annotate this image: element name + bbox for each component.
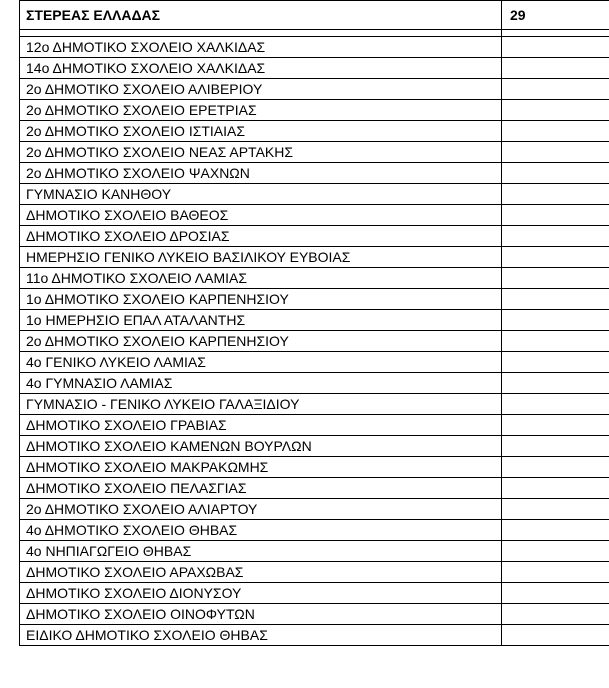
school-value-cell bbox=[502, 583, 609, 604]
school-value-cell bbox=[502, 226, 609, 247]
region-count-cell: 29 bbox=[502, 1, 609, 30]
school-value-cell bbox=[502, 58, 609, 79]
school-value-cell bbox=[502, 268, 609, 289]
school-value-cell bbox=[502, 415, 609, 436]
school-name-cell: 2ο ΔΗΜΟΤΙΚΟ ΣΧΟΛΕΙΟ ΝΕΑΣ ΑΡΤΑΚΗΣ bbox=[20, 142, 502, 163]
spacer-cell-name bbox=[20, 30, 502, 37]
school-name-cell: ΓΥΜΝΑΣΙΟ ΚΑΝΗΘΟΥ bbox=[20, 184, 502, 205]
school-value-cell bbox=[502, 499, 609, 520]
school-name-cell: ΔΗΜΟΤΙΚΟ ΣΧΟΛΕΙΟ ΑΡΑΧΩΒΑΣ bbox=[20, 562, 502, 583]
school-name-cell: 2ο ΔΗΜΟΤΙΚΟ ΣΧΟΛΕΙΟ ΙΣΤΙΑΙΑΣ bbox=[20, 121, 502, 142]
schools-table-body bbox=[20, 1, 609, 646]
school-value-cell bbox=[502, 394, 609, 415]
school-row bbox=[20, 478, 609, 499]
school-name-cell: ΓΥΜΝΑΣΙΟ - ΓΕΝΙΚΟ ΛΥΚΕΙΟ ΓΑΛΑΞΙΔΙΟΥ bbox=[20, 394, 502, 415]
school-value-cell bbox=[502, 37, 609, 58]
school-value-cell bbox=[502, 310, 609, 331]
school-row bbox=[20, 79, 609, 100]
spacer-cell-count bbox=[502, 30, 609, 37]
school-value-cell bbox=[502, 373, 609, 394]
school-value-cell bbox=[502, 457, 609, 478]
school-value-cell bbox=[502, 79, 609, 100]
school-value-cell bbox=[502, 100, 609, 121]
school-row bbox=[20, 163, 609, 184]
school-value-cell bbox=[502, 541, 609, 562]
school-name-cell: ΔΗΜΟΤΙΚΟ ΣΧΟΛΕΙΟ ΟΙΝΟΦΥΤΩΝ bbox=[20, 604, 502, 625]
school-row bbox=[20, 226, 609, 247]
school-row bbox=[20, 457, 609, 478]
school-row bbox=[20, 37, 609, 58]
school-row bbox=[20, 58, 609, 79]
school-name-cell: 1ο ΗΜΕΡΗΣΙΟ ΕΠΑΛ ΑΤΑΛΑΝΤΗΣ bbox=[20, 310, 502, 331]
spacer-row bbox=[20, 30, 609, 37]
school-name-cell: ΕΙΔΙΚΟ ΔΗΜΟΤΙΚΟ ΣΧΟΛΕΙΟ ΘΗΒΑΣ bbox=[20, 625, 502, 646]
school-value-cell bbox=[502, 247, 609, 268]
school-name-cell: ΗΜΕΡΗΣΙΟ ΓΕΝΙΚΟ ΛΥΚΕΙΟ ΒΑΣΙΛΙΚΟΥ ΕΥΒΟΙΑΣ bbox=[20, 247, 502, 268]
school-row bbox=[20, 121, 609, 142]
school-value-cell bbox=[502, 184, 609, 205]
school-value-cell bbox=[502, 205, 609, 226]
school-value-cell bbox=[502, 121, 609, 142]
school-name-cell: ΔΗΜΟΤΙΚΟ ΣΧΟΛΕΙΟ ΚΑΜΕΝΩΝ ΒΟΥΡΛΩΝ bbox=[20, 436, 502, 457]
school-row bbox=[20, 352, 609, 373]
school-name-cell: 11ο ΔΗΜΟΤΙΚΟ ΣΧΟΛΕΙΟ ΛΑΜΙΑΣ bbox=[20, 268, 502, 289]
school-name-cell: 12ο ΔΗΜΟΤΙΚΟ ΣΧΟΛΕΙΟ ΧΑΛΚΙΔΑΣ bbox=[20, 37, 502, 58]
school-value-cell bbox=[502, 331, 609, 352]
school-name-cell: 4ο ΔΗΜΟΤΙΚΟ ΣΧΟΛΕΙΟ ΘΗΒΑΣ bbox=[20, 520, 502, 541]
school-name-cell: ΔΗΜΟΤΙΚΟ ΣΧΟΛΕΙΟ ΔΡΟΣΙΑΣ bbox=[20, 226, 502, 247]
school-row bbox=[20, 247, 609, 268]
school-name-cell: 4ο ΓΥΜΝΑΣΙΟ ΛΑΜΙΑΣ bbox=[20, 373, 502, 394]
school-value-cell bbox=[502, 163, 609, 184]
school-row bbox=[20, 184, 609, 205]
school-row bbox=[20, 331, 609, 352]
region-header-row bbox=[20, 1, 609, 30]
school-name-cell: 4ο ΓΕΝΙΚΟ ΛΥΚΕΙΟ ΛΑΜΙΑΣ bbox=[20, 352, 502, 373]
schools-table-sheet bbox=[19, 0, 609, 646]
school-row bbox=[20, 583, 609, 604]
school-name-cell: 2ο ΔΗΜΟΤΙΚΟ ΣΧΟΛΕΙΟ ΚΑΡΠΕΝΗΣΙΟΥ bbox=[20, 331, 502, 352]
school-row bbox=[20, 415, 609, 436]
school-name-cell: ΔΗΜΟΤΙΚΟ ΣΧΟΛΕΙΟ ΠΕΛΑΣΓΙΑΣ bbox=[20, 478, 502, 499]
school-name-cell: 2ο ΔΗΜΟΤΙΚΟ ΣΧΟΛΕΙΟ ΨΑΧΝΩΝ bbox=[20, 163, 502, 184]
school-value-cell bbox=[502, 625, 609, 646]
school-value-cell bbox=[502, 142, 609, 163]
school-name-cell: 4ο ΝΗΠΙΑΓΩΓΕΙΟ ΘΗΒΑΣ bbox=[20, 541, 502, 562]
school-name-cell: ΔΗΜΟΤΙΚΟ ΣΧΟΛΕΙΟ ΒΑΘΕΟΣ bbox=[20, 205, 502, 226]
school-value-cell bbox=[502, 520, 609, 541]
school-row bbox=[20, 562, 609, 583]
school-row bbox=[20, 520, 609, 541]
school-value-cell bbox=[502, 289, 609, 310]
school-row bbox=[20, 499, 609, 520]
school-value-cell bbox=[502, 436, 609, 457]
school-name-cell: 2ο ΔΗΜΟΤΙΚΟ ΣΧΟΛΕΙΟ ΑΛΙΒΕΡΙΟΥ bbox=[20, 79, 502, 100]
school-value-cell bbox=[502, 352, 609, 373]
school-row bbox=[20, 394, 609, 415]
school-name-cell: 14ο ΔΗΜΟΤΙΚΟ ΣΧΟΛΕΙΟ ΧΑΛΚΙΔΑΣ bbox=[20, 58, 502, 79]
school-value-cell bbox=[502, 604, 609, 625]
school-name-cell: ΔΗΜΟΤΙΚΟ ΣΧΟΛΕΙΟ ΜΑΚΡΑΚΩΜΗΣ bbox=[20, 457, 502, 478]
school-row bbox=[20, 436, 609, 457]
school-row bbox=[20, 142, 609, 163]
school-value-cell bbox=[502, 478, 609, 499]
school-name-cell: 2ο ΔΗΜΟΤΙΚΟ ΣΧΟΛΕΙΟ ΑΛΙΑΡΤΟΥ bbox=[20, 499, 502, 520]
region-name-cell: ΣΤΕΡΕΑΣ ΕΛΛΑΔΑΣ bbox=[20, 1, 502, 30]
school-row bbox=[20, 268, 609, 289]
school-name-cell: ΔΗΜΟΤΙΚΟ ΣΧΟΛΕΙΟ ΔΙΟΝΥΣΟΥ bbox=[20, 583, 502, 604]
school-row bbox=[20, 100, 609, 121]
school-row bbox=[20, 604, 609, 625]
school-name-cell: 1ο ΔΗΜΟΤΙΚΟ ΣΧΟΛΕΙΟ ΚΑΡΠΕΝΗΣΙΟΥ bbox=[20, 289, 502, 310]
school-name-cell: ΔΗΜΟΤΙΚΟ ΣΧΟΛΕΙΟ ΓΡΑΒΙΑΣ bbox=[20, 415, 502, 436]
school-name-cell: 2ο ΔΗΜΟΤΙΚΟ ΣΧΟΛΕΙΟ ΕΡΕΤΡΙΑΣ bbox=[20, 100, 502, 121]
school-value-cell bbox=[502, 562, 609, 583]
school-row bbox=[20, 310, 609, 331]
school-row bbox=[20, 373, 609, 394]
schools-table bbox=[19, 0, 609, 646]
school-row bbox=[20, 205, 609, 226]
school-row bbox=[20, 289, 609, 310]
school-row bbox=[20, 625, 609, 646]
school-row bbox=[20, 541, 609, 562]
